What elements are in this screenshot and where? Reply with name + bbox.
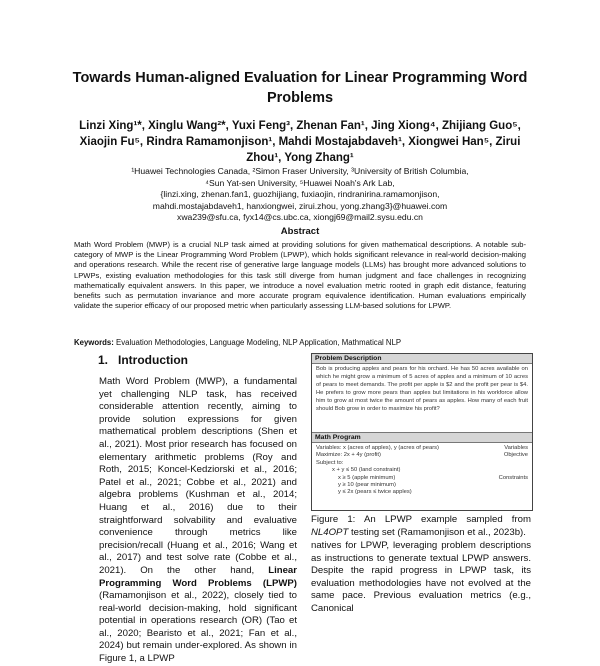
caption-label: Figure 1: [311, 514, 356, 525]
math-line [316, 489, 528, 496]
intro-paragraph [99, 376, 297, 666]
math-line-text: Variables: x (acres of apples), y (acres of pears) [316, 445, 439, 451]
math-line-tag: Variables [504, 445, 528, 451]
caption-dataset: NL4OPT [311, 526, 349, 538]
affiliations [60, 166, 540, 224]
affiliation-line: {linzi.xing, zhenan.fan1, guozhijiang, fuxiaojin, rindranirina.ramamonjison, [160, 189, 440, 200]
section-number: 1. [98, 353, 109, 367]
math-line [316, 475, 528, 482]
section-title: Introduction [118, 353, 188, 367]
caption-text: An LPWP example sampled from [355, 514, 531, 525]
math-line [316, 460, 528, 467]
math-line-text: y ≥ 10 (pear minimum) [338, 482, 396, 489]
math-line-text: x + y ≤ 50 (land constraint) [332, 467, 401, 474]
math-line-text: y ≤ 2x (pears ≤ twice apples) [338, 489, 412, 496]
math-line [316, 445, 528, 452]
keywords-text: Evaluation Methodologies, Language Modeling, NLP Application, Mathmatical NLP [116, 338, 402, 347]
abstract-heading: Abstract [280, 226, 320, 237]
section-heading [98, 353, 298, 367]
affiliation-line: mahdi.mostajabdaveh1, hanxiongwei, zirui.zhou, yong.zhang3}@huawei.com [152, 200, 448, 211]
affiliation-line: ⁴Sun Yat-sen University, ⁵Huawei Noah's Ark Lab, [205, 177, 395, 188]
math-line [316, 452, 528, 459]
intro-bold: Linear Programming Word Problems (LPWP) [99, 564, 297, 589]
right-column-text: natives for LPWP, leveraging problem descriptions as instructions to generate textual LPWP answers. Despite the rapid progress in LPWP task, its evaluation methodologies have not evolved at the same pace. Previous evaluation metrics (e.g., Canonical [311, 540, 531, 614]
figure-desc-heading: Problem Description [312, 354, 532, 364]
figure-math-heading: Math Program [312, 433, 532, 443]
math-line-text: Maximize: 2x + 4y (profit) [316, 452, 381, 459]
intro-text: Math Word Problem (MWP), a fundamental yet challenging NLP task, has received considerable attention recently, aiming to provide solution expressions for given mathematical problem descriptions (Shen et al., 2021). Most prior research has focused on elementary arithmetic problems (Roy and Roth, 2015; Koncel-Kedziorski et al., 2016; Patel et al., 2021; Cobbe et al., 2021) and algebra problems (Kushman et al., 2014; Huang et al., 2016) due to their straightforward solvability and evaluative convenience through metrics like precision/recall (Huang et al., 2016; Wang et al., 2017) and test solve rate (Cobbe et al., 2021). On the other hand, [99, 376, 297, 576]
math-program [312, 443, 532, 499]
affiliation-line: ¹Huawei Technologies Canada, ²Simon Fraser University, ³University of British Columbia, [131, 166, 469, 176]
math-line [316, 467, 528, 474]
caption-text-2: testing set (Ramamonjison et al., 2023b). [348, 526, 526, 538]
math-line-text: x ≥ 5 (apple minimum) [338, 474, 396, 481]
math-line-tag: Objective [503, 452, 528, 459]
math-line [316, 482, 528, 489]
math-line-text: Subject to: [316, 459, 344, 466]
figure-desc-text: Bob is producing apples and pears for his orchard. He has 50 acres available on which he might grow a minimum of 5 acres of apples and a minimum of 10 acres of pears to meet demands. The profit per apple is $2 and the profit per pear is $4. He prefers to grow more pears than apples but limitations in his workforce allow him to grow at most twice the amount of pears as apples. How many of each fruit should Bob grow in order to maximize his profit? [312, 364, 532, 433]
paper-title: Towards Human-aligned Evaluation for Linear Programming Word Problems [72, 70, 528, 106]
keywords-label: Keywords: [74, 338, 114, 347]
figure-caption [311, 514, 531, 539]
affiliation-line: xwa239@sfu.ca, fyx14@cs.ubc.ca, xiongj69@mail2.sysu.edu.cn [177, 212, 423, 223]
keywords [74, 338, 534, 347]
figure-1 [311, 353, 533, 511]
math-line-tag: Constraints [498, 474, 528, 481]
abstract-body: Math Word Problem (MWP) is a crucial NLP task aimed at providing solutions for given mathematical descriptions. A notable sub-category of MWP is the Linear Programming Word Problem (LPWP), which holds significant relevance in real-world decision-making and operations research. While the recent rise of generative large language models (LLMs) has brought more advanced solutions to LPWPs, existing evaluation methodologies for this task still diverge from human judgment and face challenges in recognizing mathematically equivalent answers. In this paper, we introduce a novel evaluation metric rooted in graph edit distance, featuring benefits such as permutation invariance and more accurate program equivalence identification. Human evaluations empirically validate the superior efficacy of our proposed metric when particularly assessing LLM-based solutions for LPWP. [74, 240, 526, 311]
intro-text-2: (Ramamonjison et al., 2022), closely tied to real-world decision-making, hold significant potential in operations research (OR) (Tao et al., 2020; Bearisto et al., 2021; Fan et al., 2024) but remain under-explored. As shown in Figure 1, a LPWP [99, 590, 297, 665]
author-list: Linzi Xing¹*, Xinglu Wang²*, Yuxi Feng³, Zhenan Fan¹, Jing Xiong⁴, Zhijiang Guo⁵, Xiaojin Fu⁵, Rindra Ramamonjison¹, Mahdi Mostajabdaveh¹, Xiongwei Han⁵, Zirui Zhou¹, Yong Zhang¹ [79, 120, 521, 164]
